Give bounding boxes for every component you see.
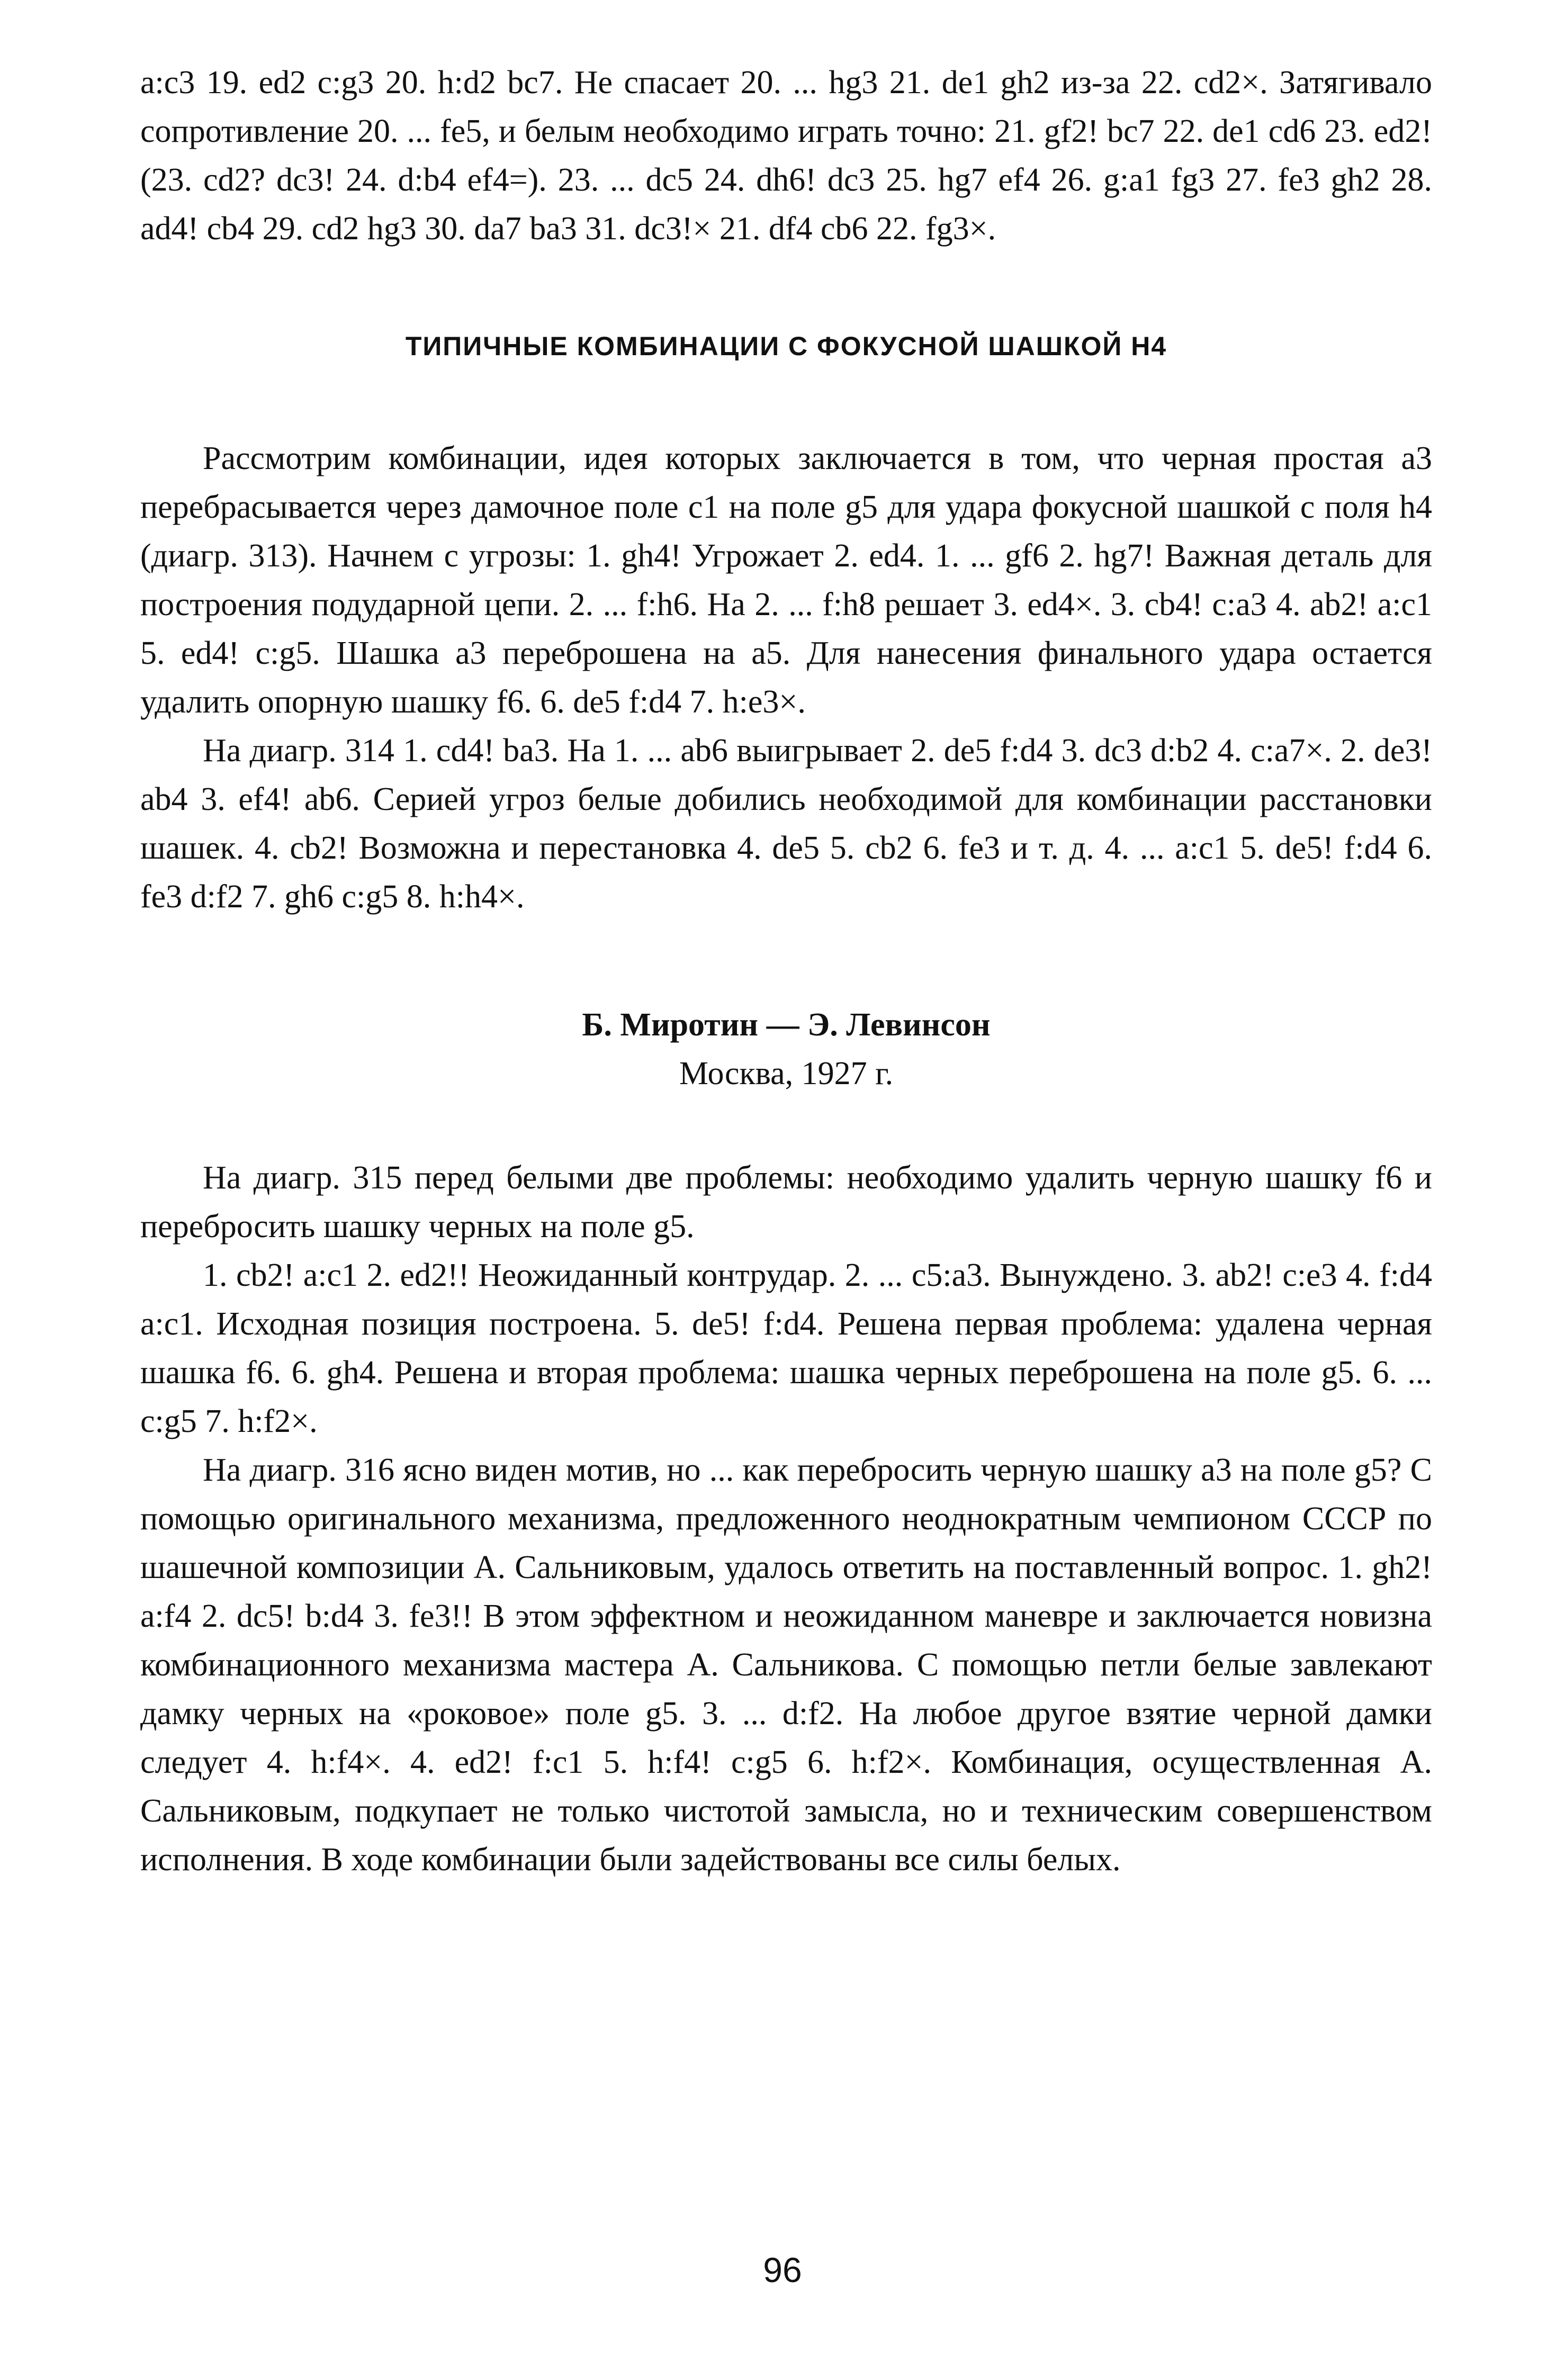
game-title xyxy=(140,1000,1432,1098)
game-players: Б. Миротин — Э. Левинсон xyxy=(582,1007,991,1043)
page-number: 96 xyxy=(763,2250,802,2289)
paragraph-diagram-315-moves: 1. cb2! a:c1 2. ed2!! Неожиданный контрудар. 2. ... c5:a3. Вынуждено. 3. ab2! c:e3 4. f:d4 a:c1. Исходная позиция построена. 5. de5! f:d4. Решена первая проблема: удалена черная шашка f6. 6. gh4. Решена и вторая проблема: шашка черных переброшена на поле g5. 6. ... c:g5 7. h:f2×. xyxy=(140,1257,1432,1439)
paragraph-diagram-313: Рассмотрим комбинации, идея которых заключается в том, что черная простая a3 перебрасывается через дамочное поле c1 на поле g5 для удара фокусной шашкой с поля h4 (диагр. 313). Начнем с угрозы: 1. gh4! Угрожает 2. ed4. 1. ... gf6 2. hg7! Важная деталь для построения подударной цепи. 2. ... f:h6. На 2. ... f:h8 решает 3. ed4×. 3. cb4! c:a3 4. ab2! a:c1 5. ed4! c:g5. Шашка a3 переброшена на a5. Для нанесения финального удара остается удалить опорную шашку f6. 6. de5 f:d4 7. h:e3×. xyxy=(140,440,1432,720)
paragraph-continuation: a:c3 19. ed2 c:g3 20. h:d2 bc7. Не спасает 20. ... hg3 21. de1 gh2 из-за 22. cd2×. Затягивало сопротивление 20. ... fe5, и белым необходимо играть точно: 21. gf2! bc7 22. de1 cd6 23. ed2! (23. cd2? dc3! 24. d:b4 ef4=). 23. ... dc5 24. dh6! dc3 25. hg7 ef4 26. g:a1 fg3 27. fe3 gh2 28. ad4! cb4 29. cd2 hg3 30. da7 ba3 31. dc3!× 21. df4 cb6 22. fg3×. xyxy=(140,65,1432,247)
section-heading: ТИПИЧНЫЕ КОМБИНАЦИИ С ФОКУСНОЙ ШАШКОЙ H4 xyxy=(405,331,1167,361)
page-content xyxy=(140,58,1432,1884)
paragraph-diagram-316: На диагр. 316 ясно виден мотив, но ... как перебросить черную шашку a3 на поле g5? С помощью оригинального механизма, предложенного неоднократным чемпионом СССР по шашечной композиции А. Сальниковым, удалось ответить на поставленный вопрос. 1. gh2! a:f4 2. dc5! b:d4 3. fe3!! В этом эффектном и неожиданном маневре и заключается новизна комбинационного механизма мастера А. Сальникова. С помощью петли белые завлекают дамку черных на «роковое» поле g5. 3. ... d:f2. На любое другое взятие черной дамки следует 4. h:f4×. 4. ed2! f:c1 5. h:f4! c:g5 6. h:f2×. Комбинация, осуществленная А. Сальниковым, подкупает не только чистотой замысла, но и техническим совершенством исполнения. В ходе комбинации были задействованы все силы белых. xyxy=(140,1452,1432,1878)
game-place-year: Москва, 1927 г. xyxy=(679,1056,894,1092)
paragraph-diagram-314: На диагр. 314 1. cd4! ba3. На 1. ... ab6 выигрывает 2. de5 f:d4 3. dc3 d:b2 4. c:a7×. 2. de3! ab4 3. ef4! ab6. Серией угроз белые добились необходимой для комбинации расстановки шашек. 4. cb2! Возможна и перестановка 4. de5 5. cb2 6. fe3 и т. д. 4. ... a:c1 5. de5! f:d4 6. fe3 d:f2 7. gh6 c:g5 8. h:h4×. xyxy=(140,733,1432,915)
paragraph-diagram-315: На диагр. 315 перед белыми две проблемы: необходимо удалить черную шашку f6 и перебросить шашку черных на поле g5. xyxy=(140,1160,1432,1245)
